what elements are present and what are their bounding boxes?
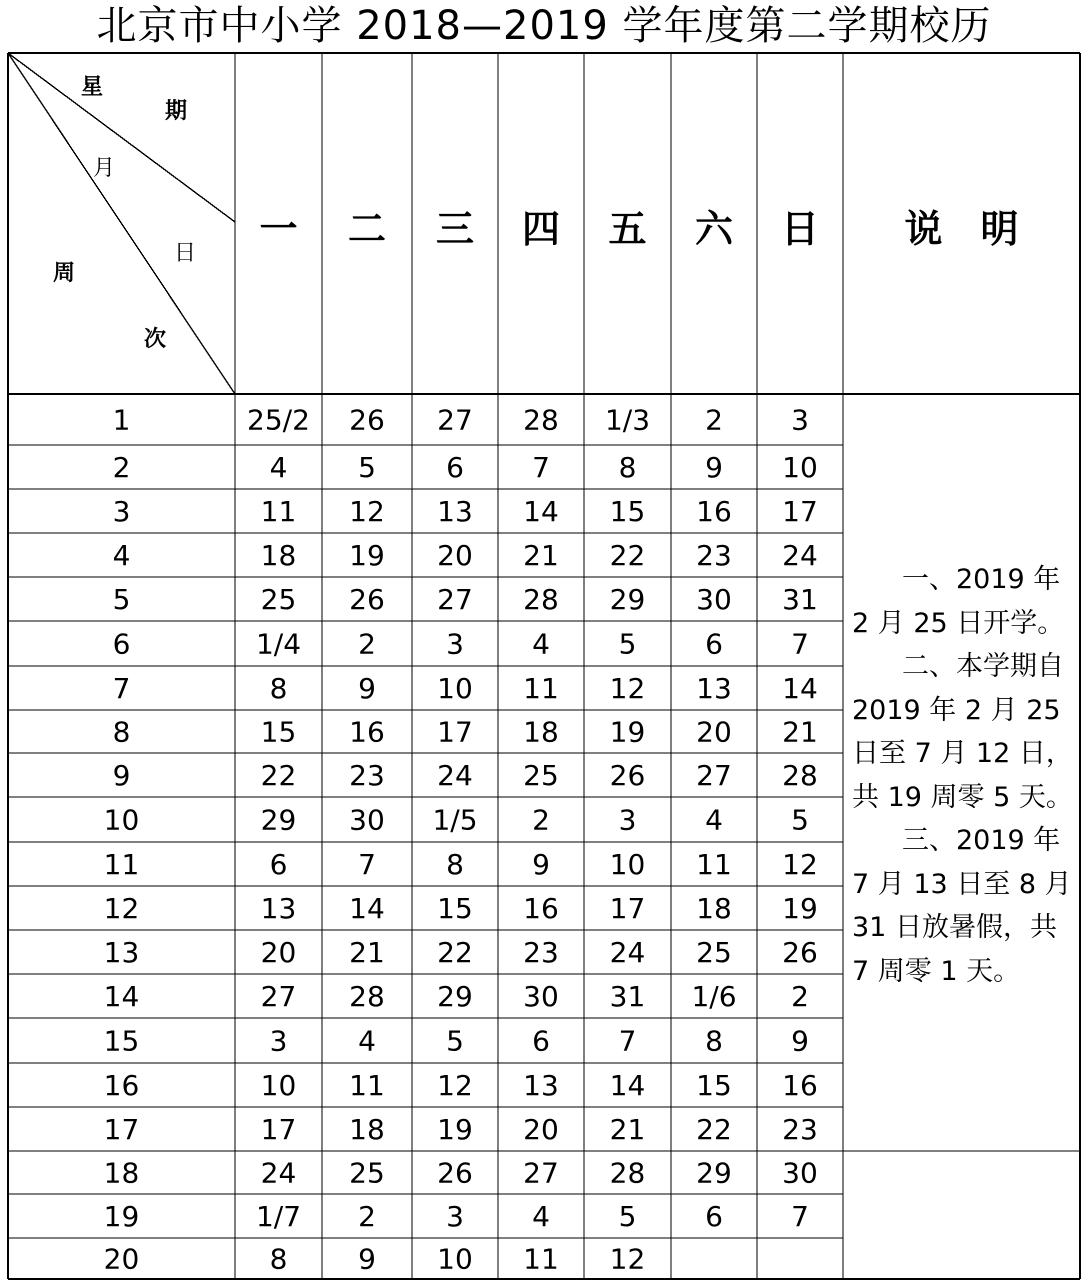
date-cell: 6: [446, 451, 464, 484]
weekday-header: 日: [780, 207, 820, 251]
date-cell: 27: [260, 980, 297, 1013]
date-cell: 23: [696, 539, 732, 572]
date-cell: 6: [532, 1024, 550, 1058]
date-cell: 13: [437, 495, 473, 528]
date-cell: 23: [523, 936, 559, 969]
date-cell: 8: [705, 1024, 723, 1058]
date-cell: 28: [523, 403, 559, 437]
date-cell: 24: [260, 1156, 297, 1190]
week-number: 11: [103, 848, 140, 881]
date-cell: 29: [696, 1156, 732, 1190]
weekday-header: 一: [259, 207, 298, 251]
date-cell: 2: [791, 980, 809, 1013]
notes-header: 说 明: [904, 207, 1019, 251]
date-cell: 26: [349, 403, 385, 437]
date-cell: 5: [446, 1024, 464, 1058]
week-number: 12: [103, 892, 140, 925]
date-cell: 28: [609, 1156, 646, 1190]
date-cell: 9: [532, 848, 550, 881]
date-cell: 5: [618, 1200, 637, 1233]
date-cell: 3: [446, 1200, 464, 1233]
date-cell: 3: [446, 627, 464, 661]
date-cell: 2: [705, 403, 723, 437]
date-cell: 26: [782, 936, 818, 969]
date-cell: 8: [269, 672, 288, 705]
week-number: 19: [103, 1200, 140, 1233]
date-cell: 19: [609, 715, 646, 749]
date-cell: 22: [437, 936, 473, 969]
weekday-header: 三: [435, 207, 475, 251]
date-cell: 9: [358, 672, 376, 705]
date-cell: 15: [609, 495, 646, 528]
date-cell: 9: [705, 451, 723, 484]
header-corner-cell: [8, 53, 235, 394]
week-number: 4: [112, 539, 131, 572]
note-item: 一、2019 年 2 月 25 日开学。: [852, 564, 1065, 639]
date-cell: 11: [523, 672, 559, 705]
date-cell: 21: [609, 1113, 646, 1146]
notes-panel: [852, 558, 1074, 993]
date-cell: 30: [782, 1156, 818, 1190]
date-cell: 19: [437, 1113, 473, 1146]
date-cell: 20: [523, 1113, 559, 1146]
date-cell: 14: [349, 892, 385, 925]
date-cell: 8: [446, 848, 464, 881]
date-cell: 9: [791, 1024, 809, 1058]
week-number: 3: [112, 495, 131, 528]
date-cell: 5: [358, 451, 376, 484]
date-cell: 23: [782, 1113, 818, 1146]
date-cell: 17: [782, 495, 818, 528]
date-cell: 21: [349, 936, 385, 969]
corner-weekday-label: 星: [80, 75, 104, 100]
date-cell: 3: [618, 803, 637, 837]
date-cell: 27: [437, 403, 473, 437]
date-cell: 16: [696, 495, 732, 528]
date-cell: 4: [358, 1024, 376, 1058]
date-cell: 26: [349, 583, 385, 616]
date-cell: 23: [349, 759, 385, 792]
date-cell: 10: [437, 672, 473, 705]
date-cell: 7: [358, 848, 376, 881]
week-number: 20: [103, 1242, 140, 1276]
date-cell: 1/3: [604, 403, 651, 437]
date-cell: 17: [260, 1113, 297, 1146]
date-cell: 15: [260, 715, 297, 749]
date-cell: 25: [523, 759, 559, 792]
date-cell: 17: [437, 715, 473, 749]
date-cell: 7: [791, 1200, 809, 1233]
date-cell: 8: [269, 1242, 288, 1276]
week-number: 7: [112, 672, 131, 705]
date-cell: 6: [705, 627, 723, 661]
date-cell: 11: [696, 848, 732, 881]
date-cell: 24: [609, 936, 646, 969]
calendar-body: [104, 404, 818, 1276]
week-number: 6: [112, 627, 131, 661]
date-cell: 30: [349, 803, 385, 837]
date-cell: 12: [437, 1069, 473, 1102]
date-cell: 1/4: [255, 627, 302, 661]
date-cell: 16: [782, 1069, 818, 1102]
date-cell: 31: [782, 583, 818, 616]
date-cell: 21: [523, 539, 559, 572]
week-number: 1: [112, 403, 131, 437]
week-number: 17: [103, 1113, 140, 1146]
date-cell: 5: [618, 627, 637, 661]
date-cell: 19: [782, 892, 818, 925]
date-cell: 11: [523, 1242, 559, 1276]
date-cell: 20: [260, 936, 297, 969]
date-cell: 22: [696, 1113, 732, 1146]
date-cell: 9: [358, 1242, 376, 1276]
weekday-header: 五: [608, 207, 647, 251]
date-cell: 25: [260, 583, 297, 616]
date-cell: 4: [705, 803, 723, 837]
date-cell: 12: [609, 672, 646, 705]
date-cell: 30: [523, 980, 559, 1013]
date-cell: 29: [260, 803, 297, 837]
date-cell: 31: [609, 980, 646, 1013]
date-cell: 13: [523, 1069, 559, 1102]
corner-day-label: 日: [173, 241, 197, 266]
date-cell: 6: [269, 848, 288, 881]
note-item: 三、2019 年 7 月 13 日至 8 月 31 日放暑假，共 7 周零 1 天。: [852, 825, 1072, 987]
corner-number-label: 次: [143, 327, 167, 352]
weekday-header: 四: [521, 207, 561, 251]
date-cell: 18: [260, 539, 297, 572]
week-number: 5: [112, 583, 131, 616]
date-cell: 3: [269, 1024, 288, 1058]
calendar-title: 北京市中小学 2018—2019 学年度第二学期校历: [96, 3, 992, 49]
date-cell: 18: [349, 1113, 385, 1146]
date-cell: 15: [696, 1069, 732, 1102]
date-cell: 22: [609, 539, 646, 572]
date-cell: 19: [349, 539, 385, 572]
date-cell: 24: [782, 539, 818, 572]
corner-diagonal: [8, 53, 235, 222]
date-cell: 29: [437, 980, 473, 1013]
date-cell: 12: [782, 848, 818, 881]
week-number: 2: [112, 451, 131, 484]
date-cell: 13: [260, 892, 297, 925]
week-number: 8: [112, 715, 131, 749]
date-cell: 7: [791, 627, 809, 661]
date-cell: 2: [358, 1200, 376, 1233]
date-cell: 2: [358, 627, 376, 661]
date-cell: 6: [705, 1200, 723, 1233]
date-cell: 10: [609, 848, 646, 881]
date-cell: 5: [791, 803, 809, 837]
date-cell: 21: [782, 715, 818, 749]
date-cell: 10: [260, 1069, 297, 1102]
date-cell: 2: [532, 803, 550, 837]
date-cell: 1/7: [255, 1200, 302, 1233]
week-number: 15: [103, 1024, 140, 1058]
date-cell: 11: [349, 1069, 385, 1102]
date-cell: 15: [437, 892, 473, 925]
date-cell: 1/5: [432, 803, 478, 837]
corner-weekday-label: 期: [164, 99, 188, 124]
date-cell: 10: [782, 451, 818, 484]
date-cell: 11: [260, 495, 297, 528]
date-cell: 26: [437, 1156, 473, 1190]
date-cell: 16: [349, 715, 385, 749]
corner-diagonal: [8, 53, 235, 394]
date-cell: 16: [523, 892, 559, 925]
date-cell: 27: [437, 583, 473, 616]
date-cell: 25: [349, 1156, 385, 1190]
note-item: 二、本学期自 2019 年 2 月 25 日至 7 月 12 日，共 19 周零 5 天。: [852, 651, 1073, 813]
date-cell: 18: [523, 715, 559, 749]
week-number: 16: [103, 1069, 140, 1102]
date-cell: 30: [696, 583, 732, 616]
date-cell: 24: [437, 759, 473, 792]
date-cell: 4: [532, 627, 550, 661]
week-number: 13: [103, 936, 140, 969]
date-cell: 7: [618, 1024, 637, 1058]
date-cell: 8: [618, 451, 637, 484]
weekday-header-row: [259, 207, 1018, 251]
date-cell: 14: [782, 672, 818, 705]
date-cell: 28: [782, 759, 818, 792]
date-cell: 4: [532, 1200, 550, 1233]
date-cell: 25: [696, 936, 732, 969]
date-cell: 12: [349, 495, 385, 528]
date-cell: 20: [696, 715, 732, 749]
date-cell: 25/2: [247, 403, 310, 437]
weekday-header: 二: [347, 207, 387, 251]
date-cell: 20: [437, 539, 473, 572]
week-number: 14: [103, 980, 140, 1013]
date-cell: 22: [260, 759, 297, 792]
date-cell: 26: [609, 759, 646, 792]
date-cell: 14: [523, 495, 559, 528]
date-cell: 12: [609, 1242, 646, 1276]
corner-month-label: 月: [92, 156, 116, 181]
date-cell: 29: [609, 583, 646, 616]
date-cell: 28: [349, 980, 385, 1013]
date-cell: 27: [696, 759, 732, 792]
date-cell: 7: [532, 451, 550, 484]
date-cell: 28: [523, 583, 559, 616]
week-number: 18: [103, 1156, 140, 1190]
corner-week-label: 周: [52, 261, 76, 286]
date-cell: 4: [269, 451, 288, 484]
date-cell: 1/6: [691, 980, 737, 1013]
date-cell: 18: [696, 892, 732, 925]
week-number: 9: [112, 759, 131, 792]
date-cell: 27: [523, 1156, 559, 1190]
date-cell: 13: [696, 672, 732, 705]
date-cell: 3: [791, 403, 809, 437]
date-cell: 17: [609, 892, 646, 925]
date-cell: 10: [437, 1242, 473, 1276]
week-number: 10: [103, 803, 140, 837]
date-cell: 14: [609, 1069, 646, 1102]
weekday-header: 六: [694, 207, 734, 251]
